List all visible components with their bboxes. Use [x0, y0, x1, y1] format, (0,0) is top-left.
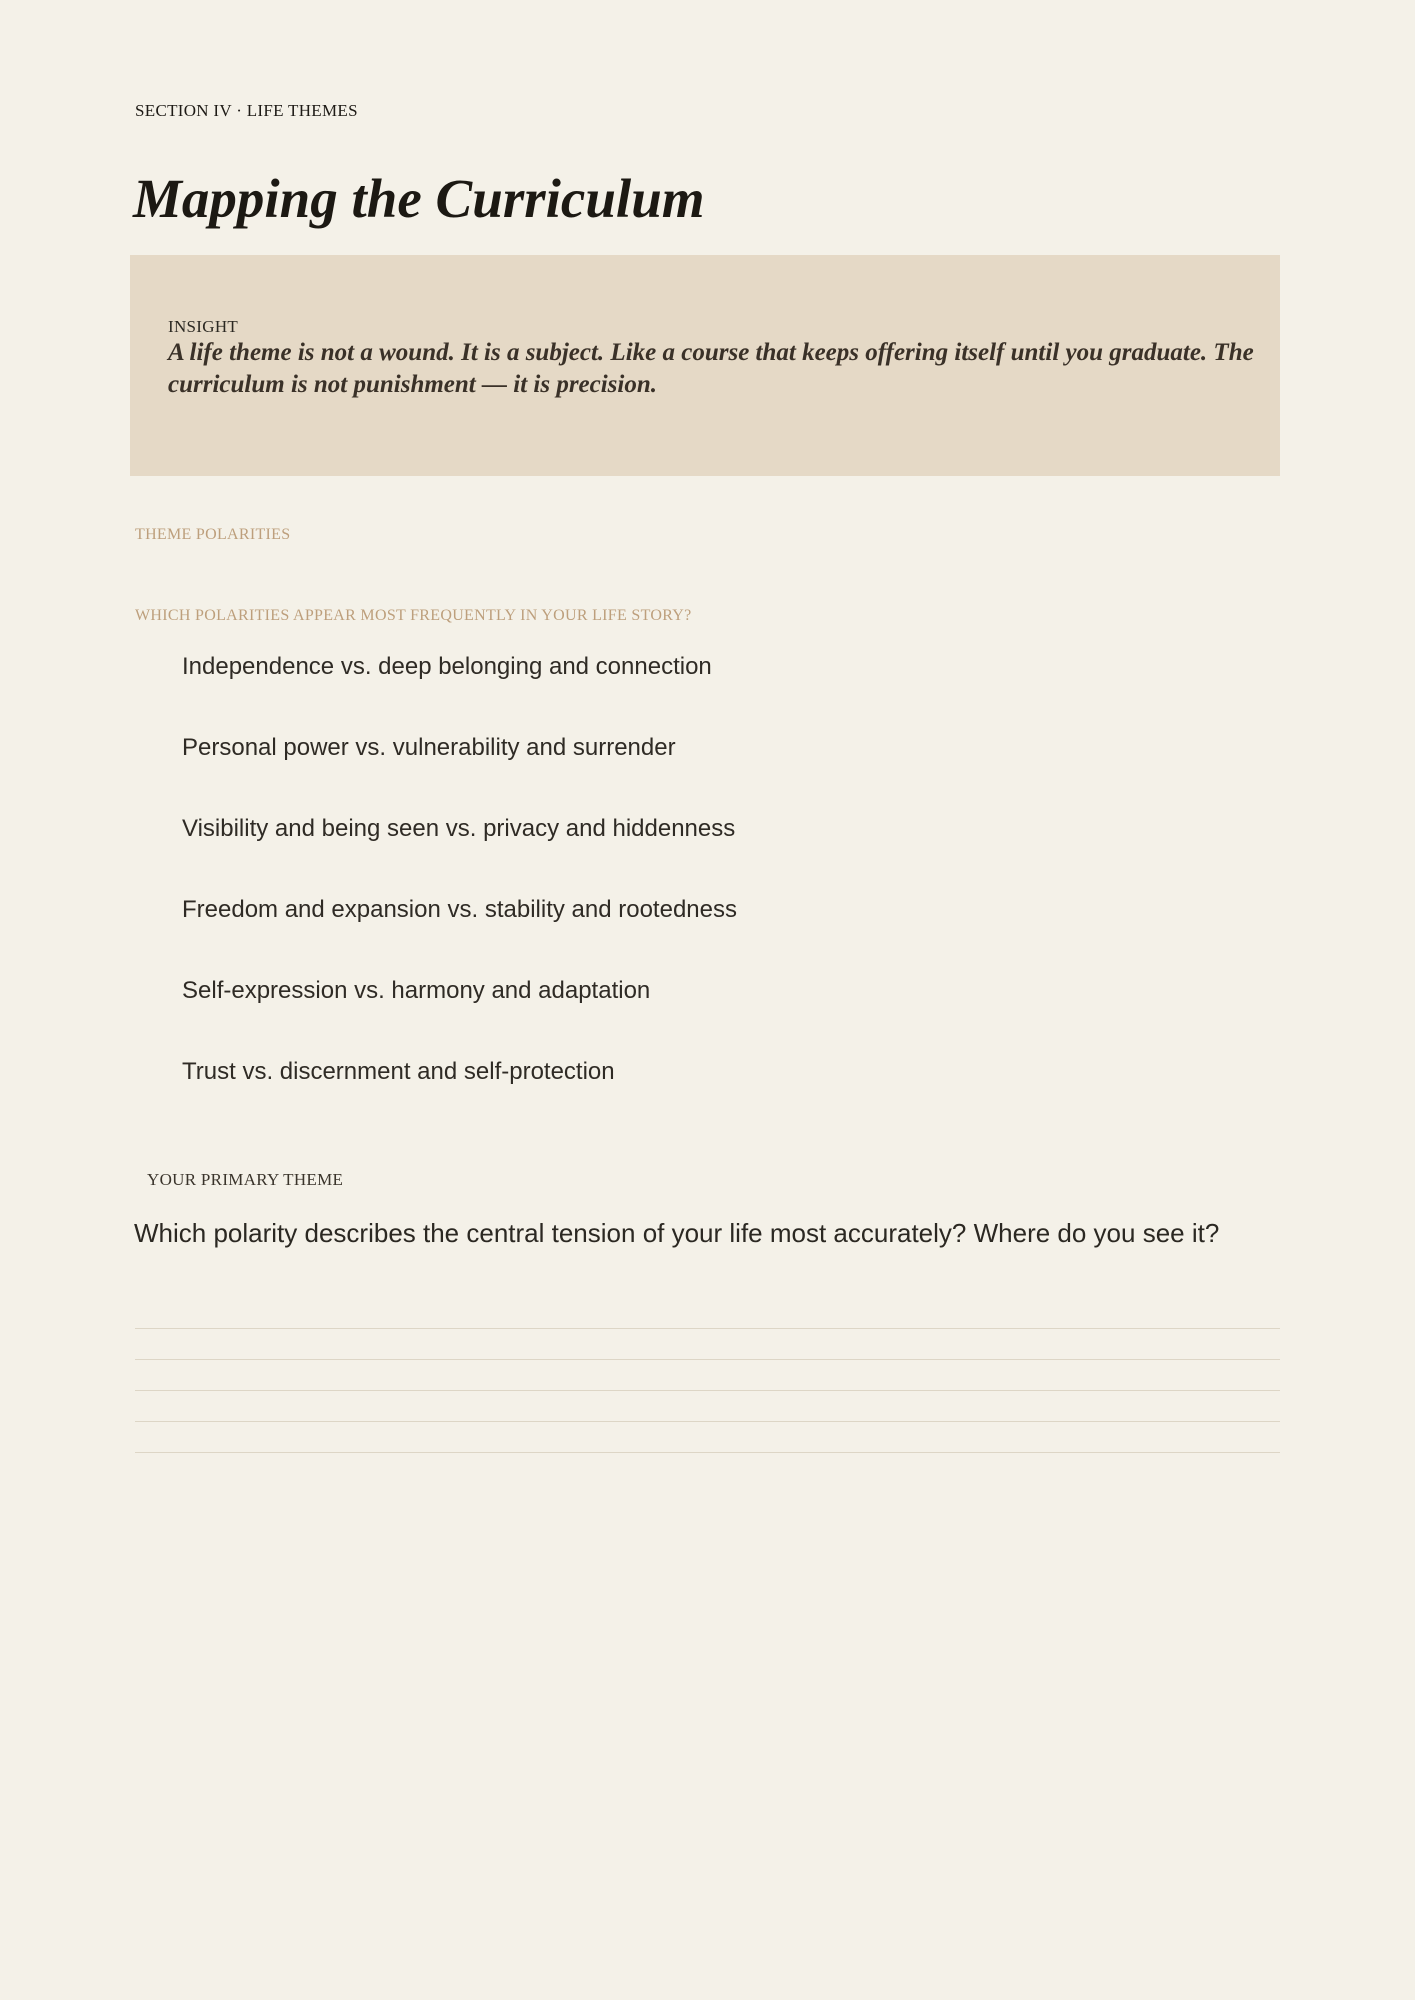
polarity-item: Visibility and being seen vs. privacy and hiddenness: [182, 815, 736, 842]
answer-area[interactable]: [135, 1328, 1280, 1483]
primary-theme-label: YOUR PRIMARY THEME: [147, 1170, 344, 1189]
polarity-item: Independence vs. deep belonging and connection: [182, 653, 712, 680]
insight-quote: A life theme is not a wound. It is a subject. Like a course that keeps offering itself until you graduate. The curriculum is not punishment — it is precision.: [168, 339, 1254, 398]
polarity-item: Personal power vs. vulnerability and surrender: [182, 734, 676, 761]
insight-panel: [130, 255, 1280, 476]
answer-line[interactable]: [135, 1328, 1280, 1329]
insight-label: INSIGHT: [168, 317, 239, 336]
answer-line[interactable]: [135, 1452, 1280, 1453]
primary-theme-question: Which polarity describes the central tension of your life most accurately? Where do you see it?: [134, 1218, 1220, 1248]
polarity-item: Trust vs. discernment and self-protection: [182, 1058, 615, 1085]
polarity-list: [182, 649, 737, 1135]
answer-line[interactable]: [135, 1359, 1280, 1360]
polarities-question: WHICH POLARITIES APPEAR MOST FREQUENTLY IN YOUR LIFE STORY?: [135, 607, 692, 624]
page-title: Mapping the Curriculum: [133, 168, 705, 229]
answer-line[interactable]: [135, 1421, 1280, 1422]
theme-polarities-label: THEME POLARITIES: [135, 526, 291, 543]
section-eyebrow: SECTION IV · LIFE THEMES: [135, 101, 358, 120]
polarity-item: Self-expression vs. harmony and adaptation: [182, 977, 651, 1004]
polarity-item: Freedom and expansion vs. stability and rootedness: [182, 896, 737, 923]
answer-line[interactable]: [135, 1390, 1280, 1391]
